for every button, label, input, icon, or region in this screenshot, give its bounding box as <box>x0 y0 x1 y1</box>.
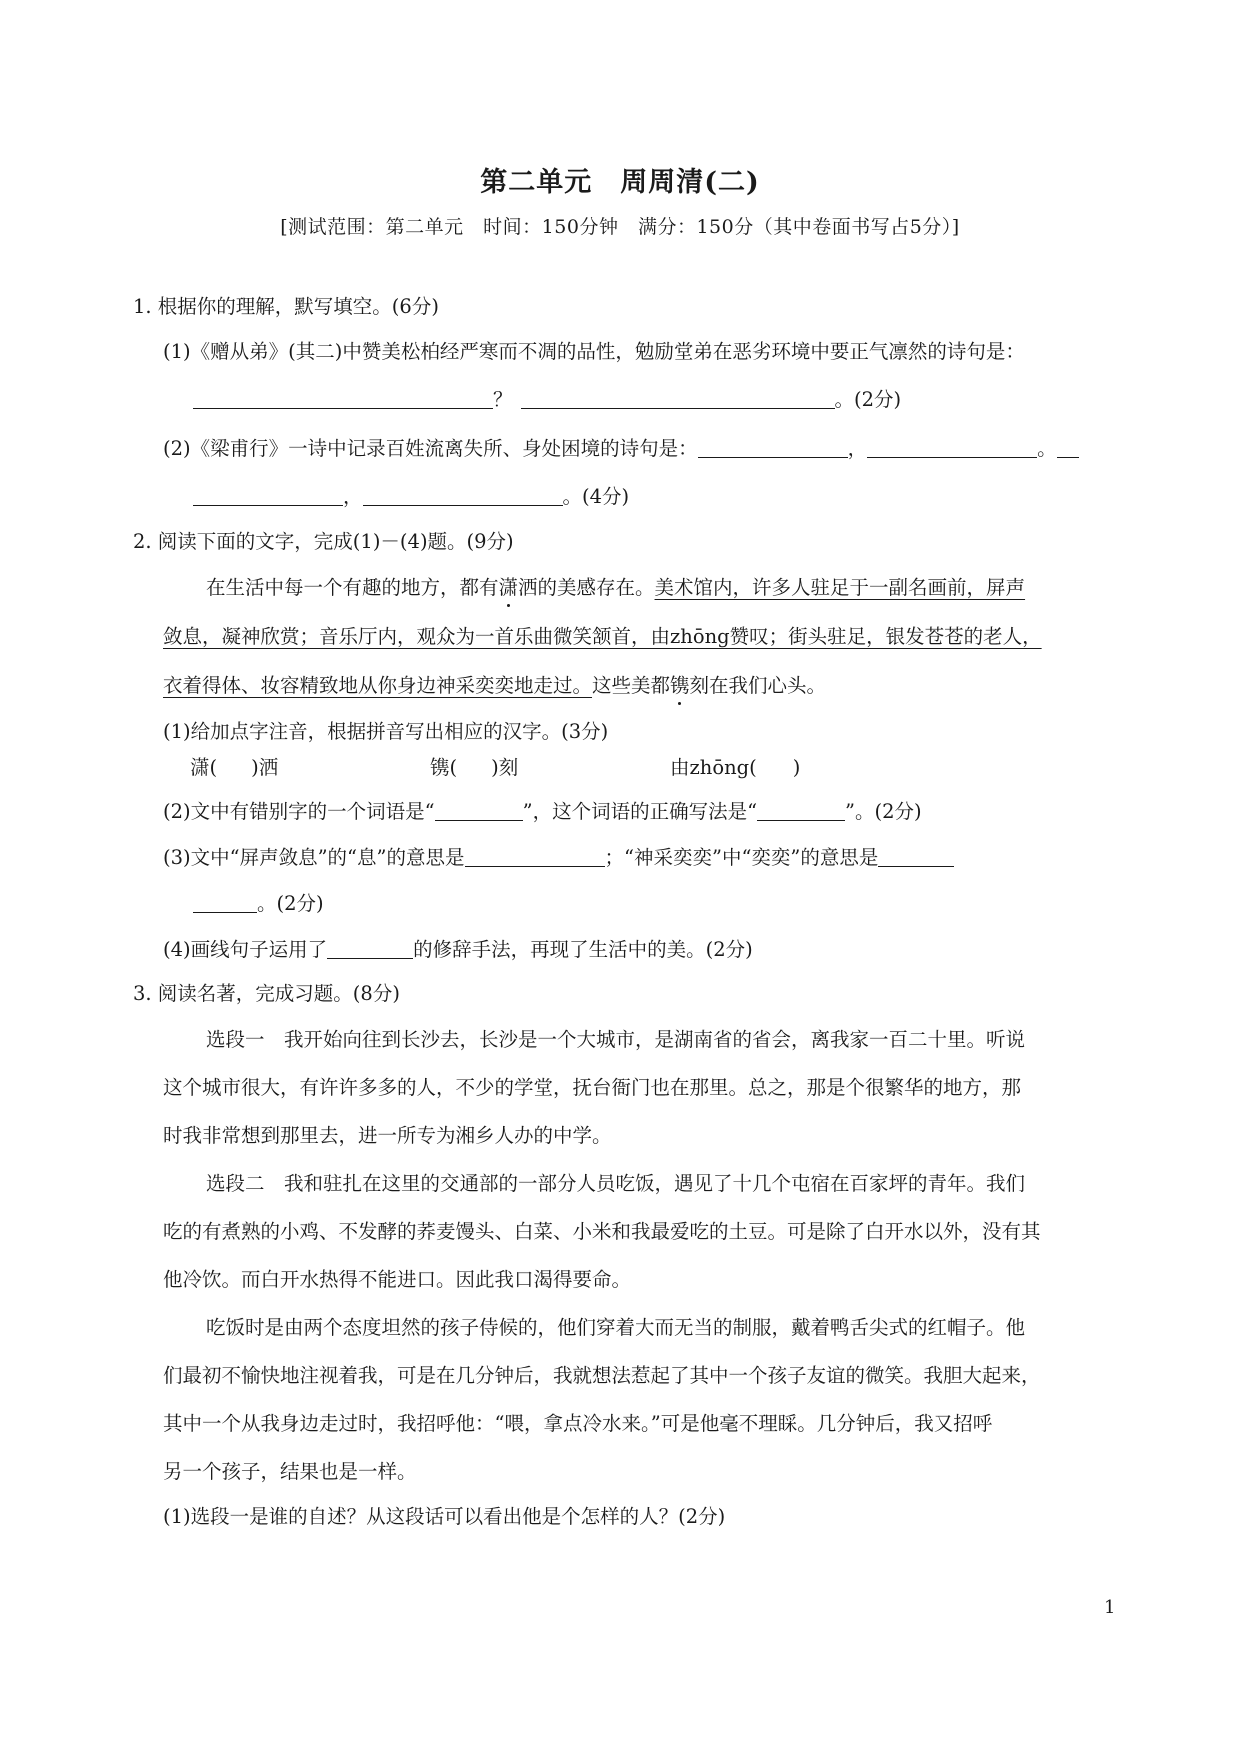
q1-part2-period: 。 <box>1037 437 1057 460</box>
q1-part1-prompt: (1)《赠从弟》(其二)中赞美松柏经严寒而不凋的品性，勉励堂弟在恶劣环境中要正气凛然的诗句是： <box>163 340 1025 363</box>
q2-sub1-item-2-open: 镌( <box>430 756 458 779</box>
q3-excerpt2-line-5: 们最初不愉快地注视着我，可是在几分钟后，我就想法惹起了其中一个孩子友谊的微笑。我胆大起来， <box>163 1364 1041 1387</box>
test-scope-info: [测试范围：第二单元 时间：150分钟 满分：150分（其中卷面书写占5分）] <box>280 216 960 238</box>
q2-sub1-item-2-close: )刻 <box>491 756 519 779</box>
q1-part2-blank-1[interactable] <box>698 435 848 458</box>
dotted-char-xiao: 潇 <box>499 573 519 603</box>
q2-sub1-item-1 <box>190 753 278 783</box>
q2-passage-line-3 <box>163 671 826 701</box>
q2-sub3-line-2 <box>193 889 324 919</box>
q3-excerpt2-line-2: 吃的有煮熟的小鸡、不发酵的荞麦馒头、白菜、小米和我最爱吃的土豆。可是除了白开水以外，没有其 <box>163 1220 1041 1243</box>
q1-part1-score: 。(2分) <box>834 388 902 411</box>
q2-sub1-prompt: (1)给加点字注音，根据拼音写出相应的汉字。(3分) <box>163 720 609 743</box>
q1-part2-comma-1: ， <box>847 437 868 460</box>
q2-sub1-item-1-open: 潇( <box>190 756 218 779</box>
q3-excerpt2-line-1: 选段二 我和驻扎在这里的交通部的一部分人员吃饭，遇见了十几个屯宿在百家坪的青年。我们 <box>206 1172 1026 1195</box>
q2-sub2-blank-2[interactable] <box>757 798 845 821</box>
q2-sub2-text-a: (2)文中有错别字的一个词语是“ <box>163 800 435 823</box>
q1-part2-line-1 <box>163 434 1079 464</box>
q1-part2-score: 。(4分) <box>562 485 630 508</box>
q2-passage-line-2 <box>163 622 1042 652</box>
q1-part1-blank-2[interactable] <box>521 386 835 409</box>
q2-sub3-text-a: (3)文中“屏声敛息”的“息”的意思是 <box>163 846 465 869</box>
q2-passage-line-1 <box>206 573 1025 603</box>
page-title: 第二单元 周周清(二) <box>480 167 760 198</box>
q2-sub4-text-a: (4)画线句子运用了 <box>163 938 328 961</box>
q1-part1-mark: ？ <box>493 388 513 411</box>
page-number: 1 <box>1104 1597 1116 1618</box>
q2-underlined-sentence-3: 衣着得体、妆容精致地从你身边神采奕奕地走过。 <box>163 674 593 697</box>
q2-sub1-item-3-close: ) <box>792 756 801 779</box>
q3-excerpt2-line-3: 他冷饮。而白开水热得不能进口。因此我口渴得要命。 <box>163 1268 632 1291</box>
q3-excerpt1-line-1: 选段一 我开始向往到长沙去，长沙是一个大城市，是湖南省的省会，离我家一百二十里。听说 <box>206 1028 1026 1051</box>
q2-sub2-text-b: ”，这个词语的正确写法是“ <box>522 800 758 823</box>
q2-sub2-blank-1[interactable] <box>435 798 523 821</box>
q3-excerpt2-line-7: 另一个孩子，结果也是一样。 <box>163 1460 417 1483</box>
q2-sub2-text-c: ”。(2分) <box>845 800 922 823</box>
q1-part2-blank-4[interactable] <box>193 483 343 506</box>
q2-sub1-item-3-open: 由zhōng( <box>670 756 757 779</box>
q2-sub3-blank-2[interactable] <box>878 844 954 867</box>
q2-sub1-item-2 <box>430 753 518 783</box>
q2-underlined-sentence-1: 美术馆内，许多人驻足于一副名画前，屏声 <box>654 576 1026 599</box>
q2-sub3-score: 。(2分) <box>257 892 324 915</box>
q2-underlined-sentence-2: 敛息，凝神欣赏；音乐厅内，观众为一首乐曲微笑颔首，由zhōng赞叹；街头驻足，银发苍苍的老人， <box>163 625 1042 648</box>
q1-stem: 1. 根据你的理解，默写填空。(6分) <box>133 295 439 318</box>
q1-part1-blank-1[interactable] <box>193 386 493 409</box>
q3-sub1-prompt: (1)选段一是谁的自述？从这段话可以看出他是个怎样的人？(2分) <box>163 1505 726 1528</box>
q2-sub3-line-1 <box>163 843 954 873</box>
q2-sub4 <box>163 935 753 965</box>
q3-excerpt1-line-3: 时我非常想到那里去，进一所专为湘乡人办的中学。 <box>163 1124 612 1147</box>
q2-sub1-item-3 <box>670 753 800 783</box>
q1-part2-comma-2: ， <box>343 485 363 508</box>
q1-part1-answer-line <box>193 385 901 415</box>
q3-stem: 3. 阅读名著，完成习题。(8分) <box>133 982 400 1005</box>
q2-sub4-blank[interactable] <box>327 936 413 959</box>
q2-stem: 2. 阅读下面的文字，完成(1)－(4)题。(9分) <box>133 530 514 553</box>
q2-passage-text-d: 刻在我们心头。 <box>689 674 827 697</box>
q2-sub4-text-b: 的修辞手法，再现了生活中的美。(2分) <box>413 938 753 961</box>
q1-part2-line-2 <box>193 482 629 512</box>
q3-excerpt2-line-6: 其中一个从我身边走过时，我招呼他：“喂，拿点冷水来。”可是他毫不理睬。几分钟后，我又招呼 <box>163 1412 993 1435</box>
q2-passage-text-b: 洒的美感存在。 <box>518 576 655 599</box>
q2-sub1-item-1-close: )洒 <box>251 756 279 779</box>
q1-part2-blank-3[interactable] <box>1057 435 1079 458</box>
q1-part2-prompt: (2)《梁甫行》一诗中记录百姓流离失所、身处困境的诗句是： <box>163 437 698 460</box>
q1-part2-blank-2[interactable] <box>867 435 1037 458</box>
q3-excerpt1-line-2: 这个城市很大，有许许多多的人，不少的学堂，抚台衙门也在那里。总之，那是个很繁华的地方，那 <box>163 1076 1022 1099</box>
dotted-char-juan: 镌 <box>670 671 690 701</box>
q2-passage-text-c: 这些美都 <box>592 674 671 697</box>
q2-sub3-blank-1[interactable] <box>465 844 605 867</box>
q1-part2-blank-5[interactable] <box>363 483 563 506</box>
q2-sub3-blank-3[interactable] <box>193 890 257 913</box>
q2-passage-text-a: 在生活中每一个有趣的地方，都有 <box>206 576 499 599</box>
q3-excerpt2-line-4: 吃饭时是由两个态度坦然的孩子侍候的，他们穿着大而无当的制服，戴着鸭舌尖式的红帽子。他 <box>206 1316 1026 1339</box>
q2-sub2 <box>163 797 922 827</box>
q2-sub3-text-b: ；“神采奕奕”中“奕奕”的意思是 <box>604 846 879 869</box>
